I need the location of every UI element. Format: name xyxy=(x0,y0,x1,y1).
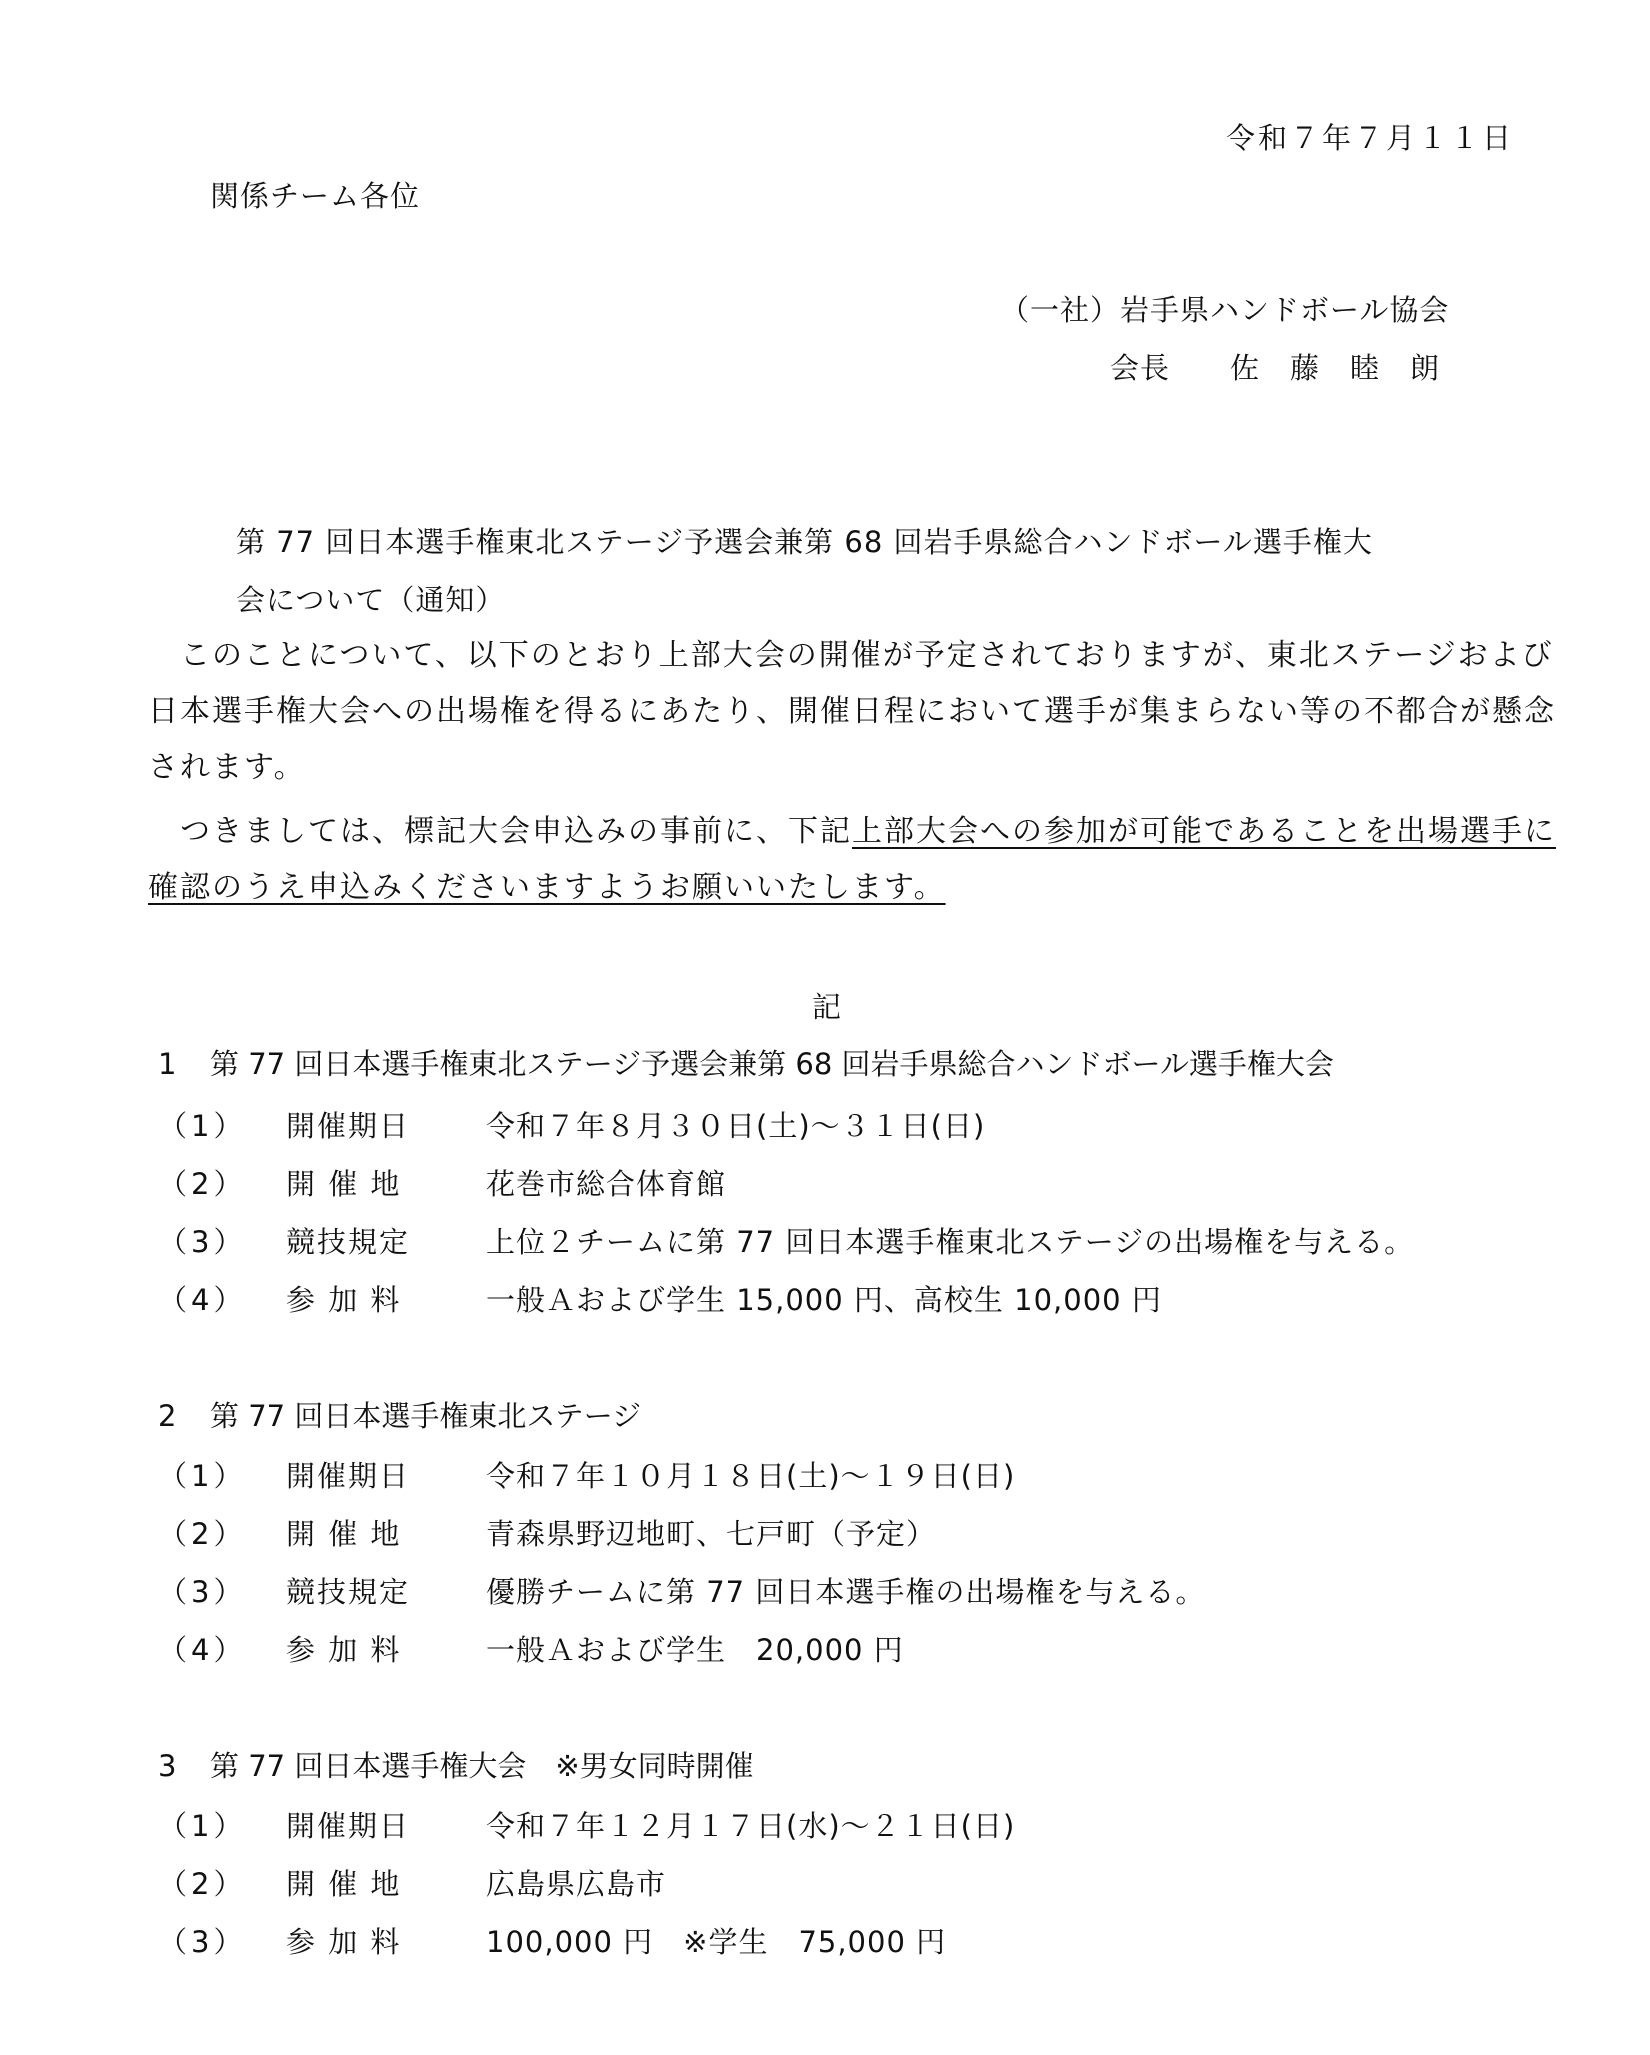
document-date: 令和７年７月１１日 xyxy=(1225,121,1514,155)
item-index: （4） xyxy=(158,1633,247,1667)
section-title-text: 第 77 回日本選手権大会 ※男女同時開催 xyxy=(210,1749,754,1783)
section-title-text: 第 77 回日本選手権東北ステージ xyxy=(210,1399,642,1433)
item-index: （3） xyxy=(158,1575,247,1609)
item-index: （4） xyxy=(158,1283,247,1317)
body-line-4 xyxy=(180,812,1556,852)
item-value: 100,000 円 ※学生 75,000 円 xyxy=(486,1925,947,1959)
item-value: 花巻市総合体育館 xyxy=(486,1167,727,1201)
item-value: 青森県野辺地町、七戸町（予定） xyxy=(486,1517,937,1551)
item-index: （2） xyxy=(158,1517,247,1551)
body-line-5-underlined: 確認のうえ申込みくださいますようお願いいたします。 xyxy=(148,870,946,905)
item-value: 令和７年１２月１７日(水)～２１日(日) xyxy=(486,1809,1016,1843)
item-value: 一般Ａおよび学生 15,000 円、高校生 10,000 円 xyxy=(486,1283,1162,1317)
ki-heading: 記 xyxy=(812,990,843,1024)
item-index: （2） xyxy=(158,1167,247,1201)
section-2-title xyxy=(158,1396,641,1436)
item-index: （1） xyxy=(158,1459,247,1493)
item-label: 開催期日 xyxy=(286,1809,411,1843)
item-value: 広島県広島市 xyxy=(486,1867,667,1901)
body-line-1: このことについて、以下のとおり上部大会の開催が予定されておりますが、東北ステージおよび xyxy=(180,638,1554,673)
section-1-title xyxy=(158,1044,1334,1084)
item-label: 開 催 地 xyxy=(286,1517,402,1551)
item-value: 令和７年８月３０日(土)～３１日(日) xyxy=(486,1109,986,1143)
section-3-title xyxy=(158,1746,754,1786)
item-label: 競技規定 xyxy=(286,1225,411,1259)
body-line-4-underlined: 上部大会への参加が可能であることを出場選手に xyxy=(852,814,1556,849)
item-index: （1） xyxy=(158,1109,247,1143)
section-number: 3 xyxy=(158,1749,177,1783)
item-label: 参 加 料 xyxy=(286,1925,402,1959)
body-line-5 xyxy=(148,868,946,908)
section-number: 1 xyxy=(158,1047,177,1081)
item-index: （1） xyxy=(158,1809,247,1843)
item-value: 優勝チームに第 77 回日本選手権の出場権を与える。 xyxy=(486,1575,1206,1609)
item-index: （3） xyxy=(158,1225,247,1259)
item-value: 一般Ａおよび学生 20,000 円 xyxy=(486,1633,904,1667)
item-label: 開催期日 xyxy=(286,1109,411,1143)
body-line-3: されます。 xyxy=(148,750,306,785)
recipients-line: 関係チーム各位 xyxy=(210,179,421,213)
item-label: 開 催 地 xyxy=(286,1167,402,1201)
item-label: 参 加 料 xyxy=(286,1283,402,1317)
subject-line-2: 会について（通知） xyxy=(236,583,506,617)
item-label: 競技規定 xyxy=(286,1575,411,1609)
subject-line-1: 第 77 回日本選手権東北ステージ予選会兼第 68 回岩手県総合ハンドボール選手権大 xyxy=(236,525,1373,559)
item-label: 参 加 料 xyxy=(286,1633,402,1667)
body-line-4-plain: つきましては、標記大会申込みの事前に、下記 xyxy=(180,814,852,849)
item-index: （2） xyxy=(158,1867,247,1901)
item-index: （3） xyxy=(158,1925,247,1959)
item-label: 開催期日 xyxy=(286,1459,411,1493)
section-title-text: 第 77 回日本選手権東北ステージ予選会兼第 68 回岩手県総合ハンドボール選手権大会 xyxy=(210,1047,1334,1081)
sender-organization: （一社）岩手県ハンドボール協会 xyxy=(1000,293,1450,327)
item-value: 上位２チームに第 77 回日本選手権東北ステージの出場権を与える。 xyxy=(486,1225,1415,1259)
item-label: 開 催 地 xyxy=(286,1867,402,1901)
sender-president: 会長 佐 藤 睦 朗 xyxy=(1110,351,1441,385)
body-line-2: 日本選手権大会への出場権を得るにあたり、開催日程において選手が集まらない等の不都合が懸念 xyxy=(148,694,1556,729)
section-number: 2 xyxy=(158,1399,177,1433)
item-value: 令和７年１０月１８日(土)～１９日(日) xyxy=(486,1459,1016,1493)
